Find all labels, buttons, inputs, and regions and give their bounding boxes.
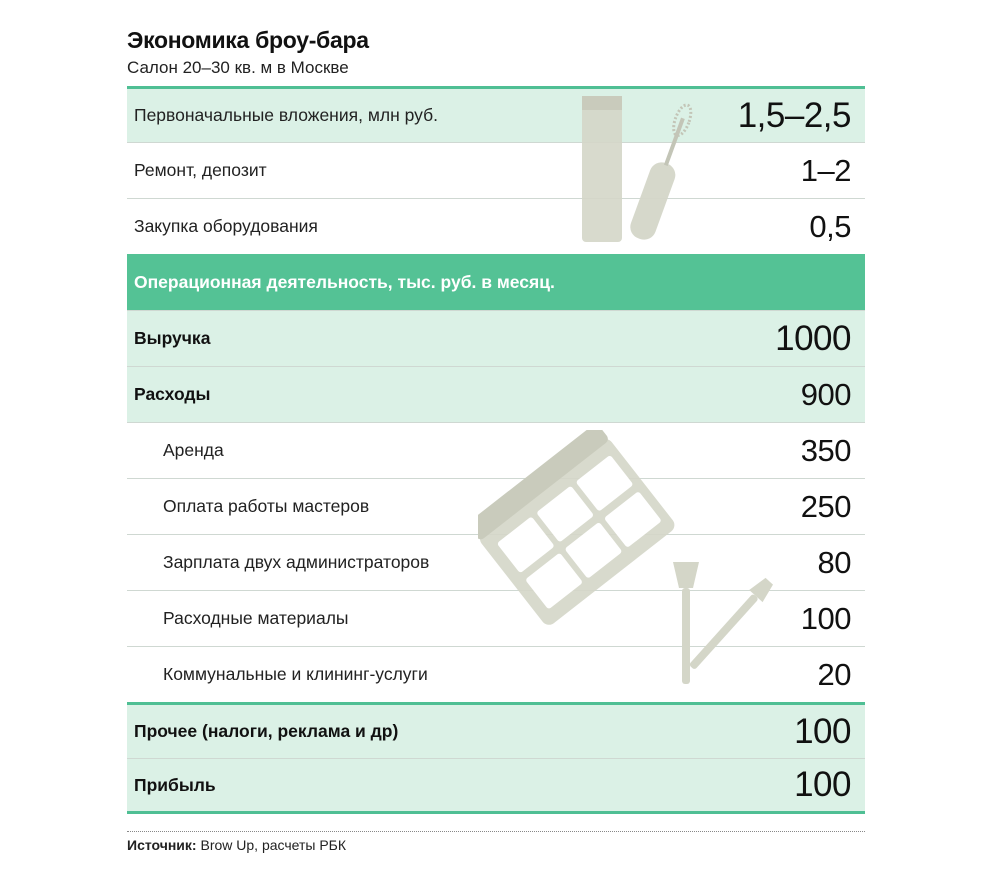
table-row-initial-investment (127, 86, 865, 142)
economics-table (127, 86, 865, 814)
table-row-admin-salary (127, 534, 865, 590)
row-value: 0,5 (809, 208, 851, 244)
row-value: 1000 (775, 318, 851, 358)
table-row-equipment (127, 198, 865, 254)
table-section-header-operations (127, 254, 865, 310)
page-title: Экономика броу-бара (127, 27, 369, 53)
table-row-revenue (127, 310, 865, 366)
row-label: Оплата работы мастеров (163, 496, 370, 516)
row-label: Прочее (налоги, реклама и др) (134, 721, 399, 741)
row-label: Зарплата двух администраторов (163, 552, 430, 572)
source-label: Источник: (127, 837, 197, 853)
source-text: Brow Up, расчеты РБК (200, 837, 347, 853)
row-label: Выручка (134, 328, 211, 348)
table-row-consumables (127, 590, 865, 646)
row-value: 20 (817, 656, 851, 692)
row-label: Прибыль (134, 774, 216, 795)
table-row-expenses (127, 366, 865, 422)
row-value: 350 (800, 432, 851, 468)
row-label: Закупка оборудования (134, 216, 318, 236)
row-label: Расходные материалы (163, 608, 349, 628)
row-value: 250 (800, 488, 851, 524)
row-value: 1–2 (800, 152, 851, 188)
row-label: Ремонт, депозит (134, 160, 267, 180)
row-value: 100 (800, 600, 851, 636)
source-note (127, 837, 346, 853)
row-label: Расходы (134, 384, 211, 404)
table-row-utilities (127, 646, 865, 702)
table-row-other (127, 702, 865, 758)
table-row-masters-pay (127, 478, 865, 534)
table-row-profit (127, 758, 865, 814)
row-label: Коммунальные и клининг-услуги (163, 664, 428, 684)
table-row-rent (127, 422, 865, 478)
row-value: 100 (794, 765, 851, 804)
table-row-renovation (127, 142, 865, 198)
row-value: 1,5–2,5 (737, 95, 851, 135)
section-header-label: Операционная деятельность, тыс. руб. в месяц. (134, 272, 555, 292)
page-subtitle: Салон 20–30 кв. м в Москве (127, 58, 349, 77)
row-value: 80 (817, 544, 851, 580)
row-value: 900 (800, 376, 851, 412)
row-label: Первоначальные вложения, млн руб. (134, 105, 438, 125)
row-value: 100 (794, 711, 851, 751)
footer-divider (127, 831, 865, 832)
row-label: Аренда (163, 440, 224, 460)
